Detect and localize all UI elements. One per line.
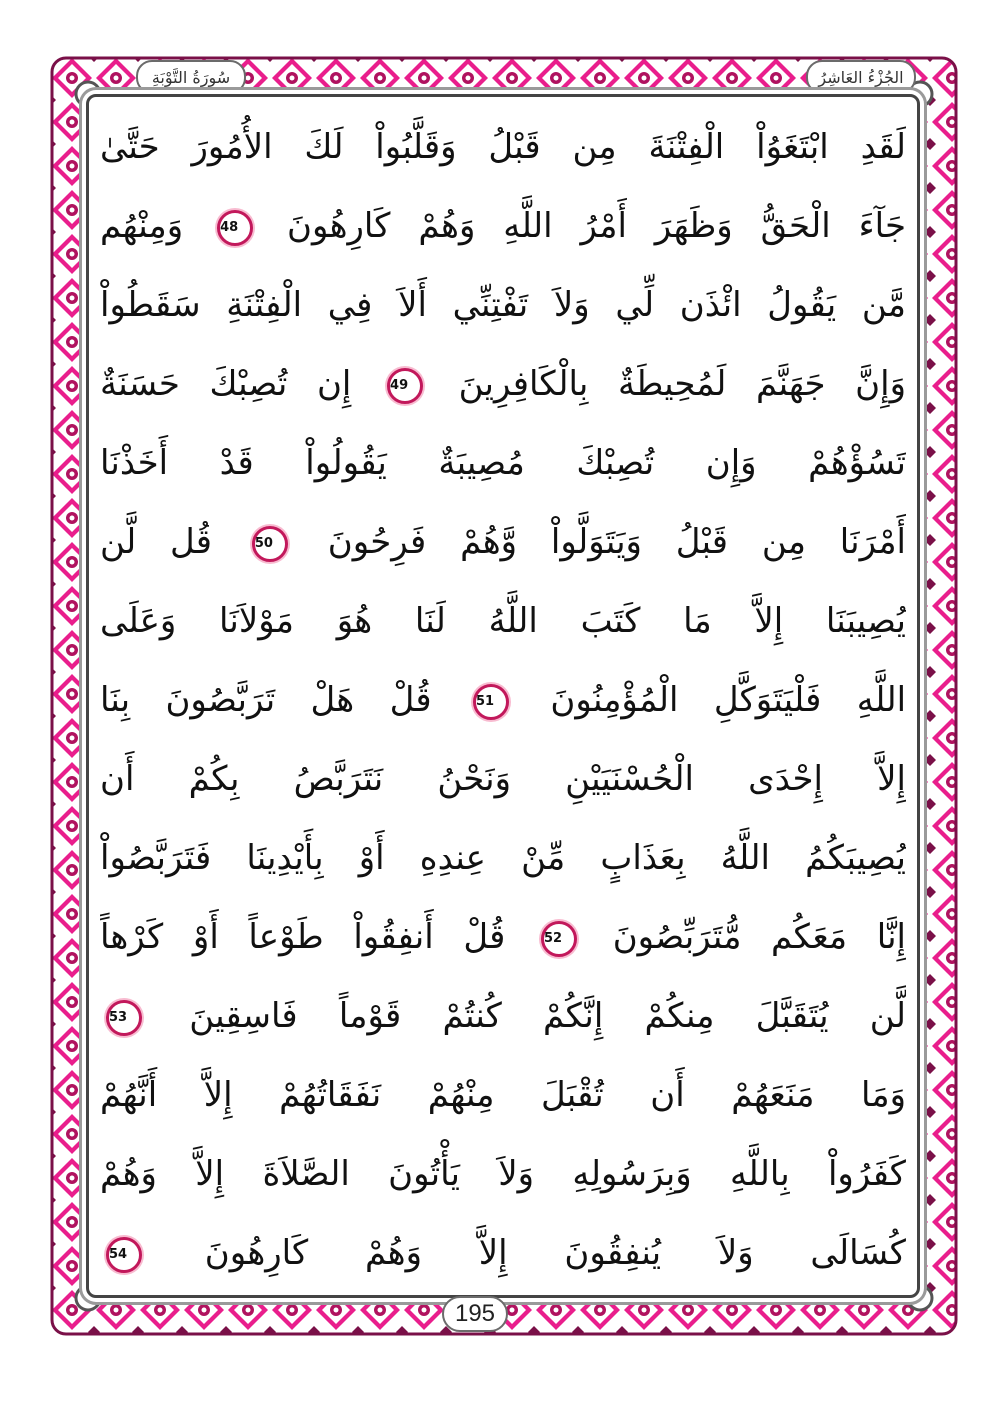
verse-line <box>100 1056 906 1135</box>
verse-text: إِن تُصِبْكَ حَسَنَةٌ <box>100 364 352 404</box>
verse-text: يُصِيبَنَا إِلاَّ مَا كَتَبَ اللَّهُ لَنَا هُوَ مَوْلاَنَا وَعَلَى <box>100 601 906 641</box>
verse-line <box>100 1135 906 1214</box>
verse-line <box>100 819 906 898</box>
ayah-number-marker: 54 <box>106 1237 142 1273</box>
verse-text: وَمَا مَنَعَهُمْ أَن تُقْبَلَ مِنْهُمْ نَفَقَاتُهُمْ إِلاَّ أَنَّهُمْ <box>100 1075 906 1115</box>
surah-label: سُورَةُ التَّوْبَةِ <box>136 60 246 94</box>
verse-text: إِنَّا مَعَكُم مُّتَرَبِّصُونَ <box>612 917 906 957</box>
verse-line <box>100 661 906 740</box>
verse-line <box>100 1214 906 1293</box>
verse-line <box>100 424 906 503</box>
verse-text: مَّن يَقُولُ ائْذَن لِّي وَلاَ تَفْتِنِّي أَلاَ فِي الْفِتْنَةِ سَقَطُواْ <box>100 285 906 325</box>
verse-line <box>100 266 906 345</box>
page-number: 195 <box>442 1296 508 1332</box>
verse-text: يُصِيبَكُمُ اللَّهُ بِعَذَابٍ مِّنْ عِندِهِ أَوْ بِأَيْدِينَا فَتَرَبَّصُواْ <box>100 838 906 878</box>
verse-text: قُلْ هَلْ تَرَبَّصُونَ بِنَا <box>100 680 432 720</box>
verse-text: جَآءَ الْحَقُّ وَظَهَرَ أَمْرُ اللَّهِ وَهُمْ كَارِهُونَ <box>287 206 906 246</box>
verse-line <box>100 108 906 187</box>
ayah-number-marker: 48 <box>217 210 253 246</box>
verse-line <box>100 898 906 977</box>
verse-text: كَفَرُواْ بِاللَّهِ وَبِرَسُولِهِ وَلاَ يَأْتُونَ الصَّلاَةَ إِلاَّ وَهُمْ <box>100 1154 906 1194</box>
ayah-number-marker: 50 <box>252 526 288 562</box>
verse-line <box>100 740 906 819</box>
ayah-number-marker: 53 <box>106 1000 142 1036</box>
verse-line <box>100 503 906 582</box>
ayah-number-marker: 51 <box>473 684 509 720</box>
verse-text: قُلْ أَنفِقُواْ طَوْعاً أَوْ كَرْهاً <box>100 917 506 957</box>
verse-text: أَمْرَنَا مِن قَبْلُ وَيَتَوَلَّواْ وَّهُمْ فَرِحُونَ <box>327 522 906 562</box>
ayah-number-marker: 52 <box>541 921 577 957</box>
verse-line <box>100 582 906 661</box>
verse-text: قُل لَّن <box>100 522 213 562</box>
verse-text: إِلاَّ إِحْدَى الْحُسْنَيَيْنِ وَنَحْنُ نَتَرَبَّصُ بِكُمْ أَن <box>100 759 906 799</box>
verse-line <box>100 187 906 266</box>
verse-text: لَّن يُتَقَبَّلَ مِنكُمْ إِنَّكُمْ كُنتُمْ قَوْماً فَاسِقِينَ <box>189 996 906 1036</box>
verse-line <box>100 345 906 424</box>
verse-text: اللَّهِ فَلْيَتَوَكَّلِ الْمُؤْمِنُونَ <box>550 680 906 720</box>
juz-label: الجُزْءُ العَاشِرُ <box>806 60 916 94</box>
verse-text: لَقَدِ ابْتَغَوُاْ الْفِتْنَةَ مِن قَبْلُ وَقَلَّبُواْ لَكَ الأُمُورَ حَتَّىٰ <box>100 127 906 167</box>
ayah-number-marker: 49 <box>387 368 423 404</box>
verse-text: كُسَالَى وَلاَ يُنفِقُونَ إِلاَّ وَهُمْ كَارِهُونَ <box>204 1233 906 1273</box>
verse-text: تَسُؤْهُمْ وَإِن تُصِبْكَ مُصِيبَةٌ يَقُولُواْ قَدْ أَخَذْنَا <box>100 443 906 483</box>
verse-text: وَمِنْهُم <box>100 206 184 246</box>
verse-text-block <box>100 108 906 1293</box>
verse-line <box>100 977 906 1056</box>
verse-text: وَإِنَّ جَهَنَّمَ لَمُحِيطَةٌ بِالْكَافِرِينَ <box>458 364 906 404</box>
